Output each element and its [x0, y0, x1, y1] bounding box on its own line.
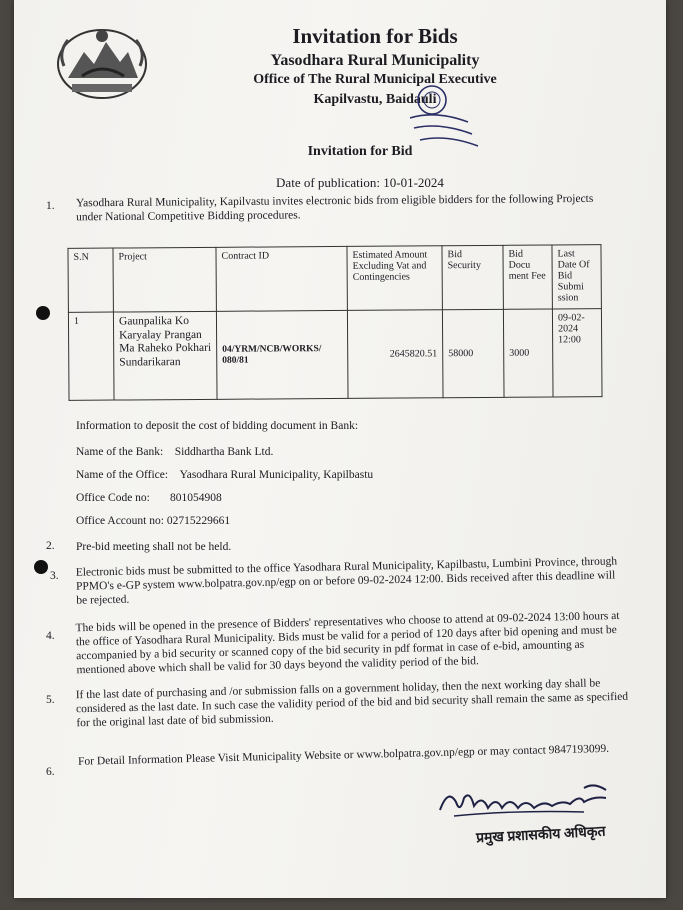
municipality-name: Yasodhara Rural Municipality: [270, 52, 480, 69]
cell-bid-security: 58000: [442, 309, 504, 397]
signatory-title: प्रमुख प्रशासकीय अधिकृत: [475, 824, 606, 847]
table-row: [68, 309, 602, 401]
punch-hole: [34, 560, 48, 574]
header-sn: S.N: [68, 248, 113, 312]
header-contract-id: Contract ID: [216, 246, 347, 311]
office-account-row: [76, 515, 230, 527]
office-account-value: 02715229661: [166, 515, 231, 527]
handwritten-signature: [434, 780, 624, 824]
bank-name-row: [76, 446, 273, 458]
office-code-label: Office Code no:: [76, 492, 150, 504]
office-seal-stamp: [406, 82, 486, 152]
item-text: For Detail Information Please Visit Municipality Website or www.bolpatra.gov.np/egp or may contact 9847193099.: [77, 742, 610, 768]
cell-project: Gaunpalika Ko Karyalay Prangan Ma Raheko Pokhari Sundarikaran: [113, 311, 217, 400]
header-last-date: Last Date Of Bid Submi ssion: [552, 245, 601, 309]
item-number: 5.: [46, 694, 55, 706]
item-number: 1.: [46, 200, 55, 212]
item-text: Electronic bids must be submitted to the office Yasodhara Rural Municipality, Kapilbastu, Lumbini Province, through PPMO's e-GP system www.bolpatra.gov.np/egp on or before 09-02-2024 12:00. Bids received after this deadline will be rejected.: [75, 555, 618, 607]
item-text: The bids will be opened in the presence of Bidders' representatives who choose to attend at 09-02-2024 13:00 hours at the office of Yasodhara Rural Municipality. Bids must be valid for a period of 120 days after bid opening and must be accompanied by a bid security or scanned copy of the bid security in pdf format in case of e-bid, amounting as mentioned above which shall be valid for 30 days beyond the validity period of the bid.: [75, 609, 620, 677]
office-name: Office of The Rural Municipal Executive: [253, 72, 497, 87]
item-text: Pre-bid meeting shall not be held.: [76, 541, 232, 553]
document-page: [14, 0, 666, 898]
table-header-row: [68, 245, 601, 313]
cell-last-date: 09-02-2024 12:00: [552, 309, 602, 397]
item-number: 3.: [50, 570, 59, 582]
item-number: 4.: [46, 630, 55, 642]
cell-document-fee: 3000: [503, 309, 553, 397]
publication-date: Date of publication: 10-01-2024: [276, 175, 444, 190]
cell-contract-id: 04/YRM/NCB/WORKS/ 080/81: [216, 310, 348, 399]
item-text: If the last date of purchasing and /or submission falls on a government holiday, then the next working day shall be considered as the last date. In such case the validity period of the bid and bid security shall remain the same as specified for the original last date of bid submission.: [75, 677, 629, 730]
bank-info-intro: Information to deposit the cost of bidding document in Bank:: [76, 420, 359, 432]
header-project: Project: [113, 247, 216, 312]
header-title: Invitation for Bids: [292, 24, 458, 48]
item-text: Yasodhara Rural Municipality, Kapilvastu invites electronic bids from eligible bidders for the following Projects under National Competitive Bidding procedures.: [75, 192, 594, 224]
cell-sn: 1: [68, 312, 114, 400]
bank-name-value: Siddhartha Bank Ltd.: [174, 446, 274, 458]
notice-title: Invitation for Bid: [307, 144, 413, 159]
bank-name-label: Name of the Bank:: [76, 446, 164, 458]
item-number: 6.: [46, 766, 55, 778]
header-document-fee: Bid Docu ment Fee: [503, 245, 552, 309]
office-code-row: [76, 492, 222, 504]
office-account-label: Office Account no:: [76, 515, 164, 527]
office-location: Kapilvastu, Baidauli: [313, 92, 437, 107]
cell-estimated-amount: 2645820.51: [347, 310, 443, 399]
punch-hole: [36, 306, 50, 320]
header-estimated-amount: Estimated Amount Excluding Vat and Contingencies: [347, 246, 442, 311]
office-name-row: [76, 469, 373, 481]
bid-table: [67, 244, 602, 401]
office-name-value: Yasodhara Rural Municipality, Kapilbastu: [179, 469, 374, 481]
header-bid-security: Bid Security: [442, 245, 503, 309]
item-number: 2.: [46, 540, 55, 552]
office-code-value: 801054908: [170, 492, 222, 504]
office-name-label: Name of the Office:: [76, 469, 169, 481]
